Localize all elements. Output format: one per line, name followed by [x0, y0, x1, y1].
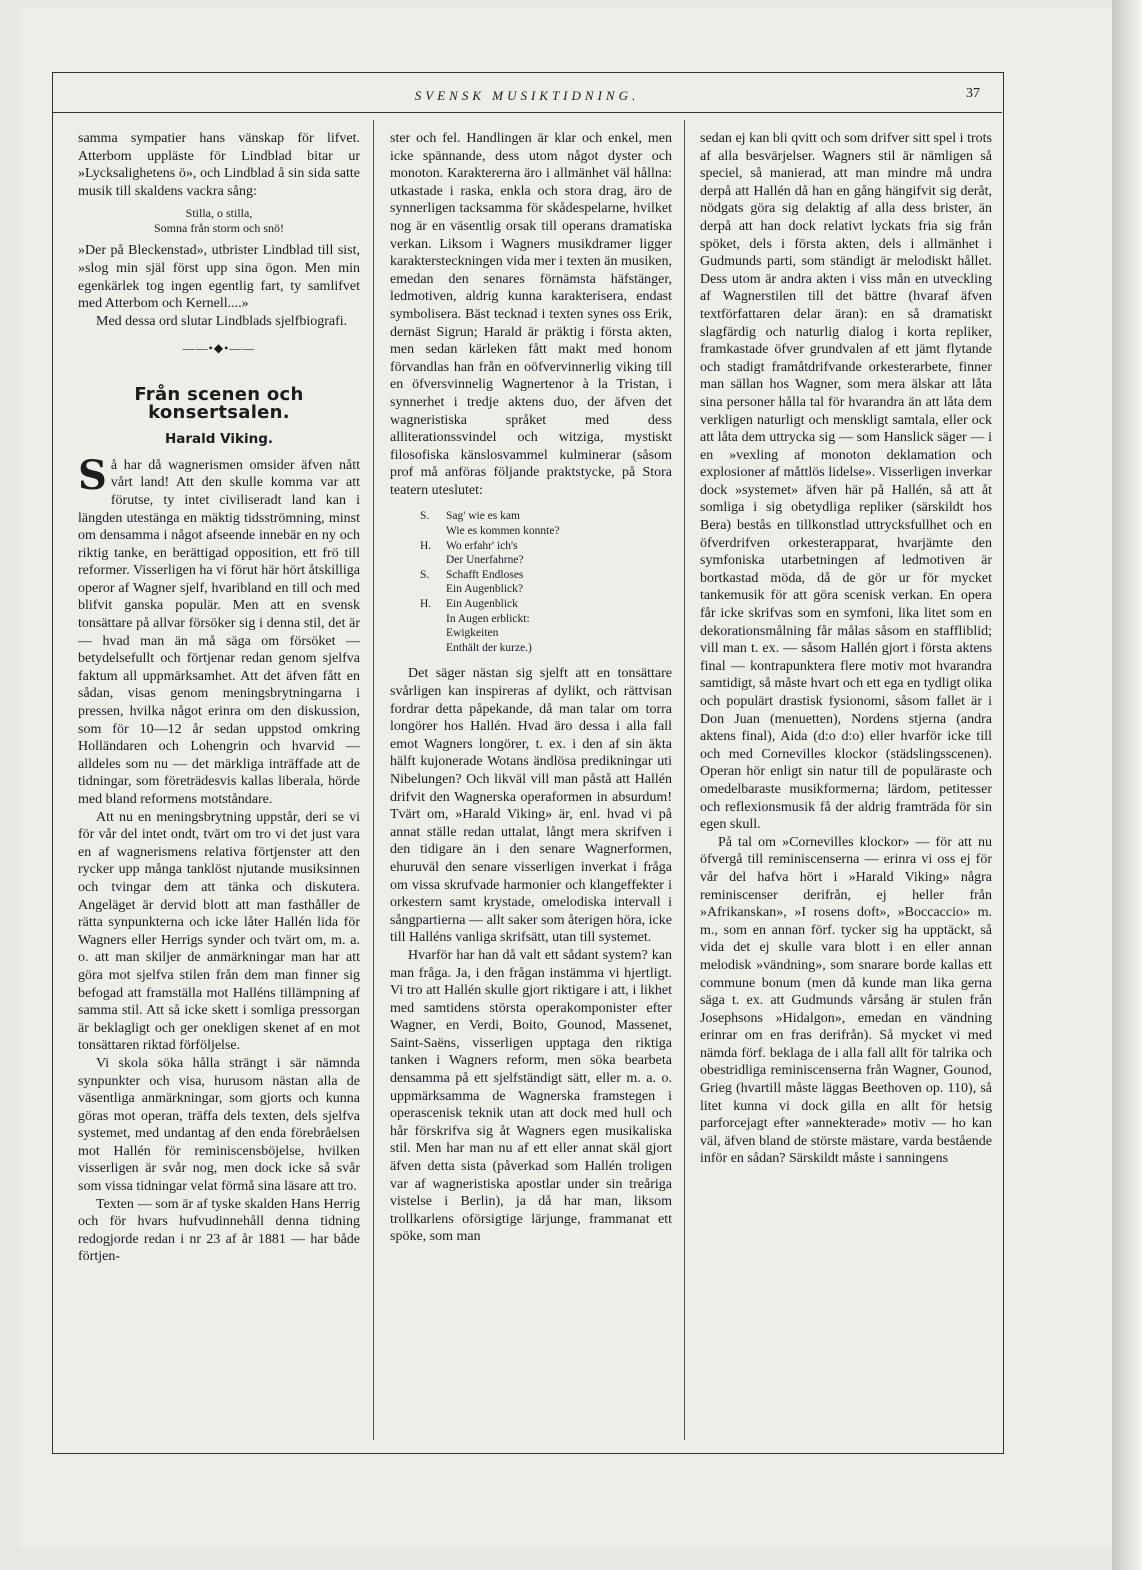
dialogue-text: Ein Augenblick [446, 598, 518, 611]
poem-quote [78, 206, 360, 236]
dialogue-cont: Wie es kommen konnte? [446, 525, 560, 538]
header-rule [52, 112, 1002, 113]
dialogue-cont: Ein Augenblick? [446, 583, 523, 596]
section-title: Från scenen och konsertsalen. [134, 383, 304, 423]
column-2 [390, 130, 672, 1246]
ornament-divider: ——•◆•—— [182, 341, 256, 356]
dialogue-text: Schafft Endloses [446, 568, 524, 581]
speaker: S. [420, 510, 430, 523]
column-divider-1 [373, 120, 374, 1440]
paragraph [78, 451, 360, 809]
dialogue-cont: Ewigkeiten [446, 627, 499, 640]
dialogue-line [420, 568, 672, 583]
page-number: 37 [966, 86, 980, 101]
paragraph: »Der på Bleckenstad», utbrister Lindblad till sist, »slog min själ först upp sina ögon. Men min egenkärlek tog ingen egentlig fart, ty samlifvet med Atterbom och Kernell....» [78, 243, 360, 312]
paragraph: Hvarför har han då valt ett sådant system? kan man fråga. Ja, i den frågan instämma vi hjertligt. Vi tro att Hallén skulle gjort riktigare i att, i likhet med samtidens största operakomponister efter Wagner, en Verdi, Boito, Gounod, Massenet, Saint-Saëns, visserligen upptaga den riktiga tanken i Wagners reform, men söka bearbeta densamma på ett sjelfständigt sätt, eller m. a. o. uppmärksamma de Wagnerska framstegen i operascenisk teknik utan att dock med hull och hår förskrifva sig åt Wagners egen musikaliska stil. Men har man nu af ett eller annat skäl gjort äfven detta sista (påverkad som Hallén troligen var af wagneristiska apostlar under sin treåriga vistelse i Berlin), ja då har man, liksom trollkarlens oförsigtige lärjunge, frammanat ett spöke, som man [390, 947, 672, 1245]
column-3 [700, 130, 992, 1168]
paragraph: sedan ej kan bli qvitt och som drifver sitt spel i trots af alla besvärjelser. Wagners stil är nämligen så speciel, så manierad, att man mindre må undra derpå att Hallén då han en gång hängifvit sig deråt, nödgats göra sig delaktig af alla dess brister, än derpå att han dock relativt lyckats fria sig från spöket, dels i första akten, dels i allmänhet i Gudmunds parti, som ständigt är melodiskt hållet. Dess utom är andra akten i viss mån en utveckling af Wagnerstilen till det bättre (hvaraf äfven textförfattaren delar äran): en så dramatiskt slagfärdig och naturlig dialog i korta repliker, framkastade öfver grundvalen af ett jämt flytande och stadigt framåtdrifvande orkesterarbete, finner man sällan hos Wagner, som mera älskar att låta sina personer hålla tal för hvarandra än att låta dem verkligen naturligt och menskligt samtala, eller ock att låta dem uttrycka sig — som Hanslick säger — i en »vexling af monoton deklamation och explosioner af måttlös lidelse». Visserligen inverkar dock »systemet» äfven här på Hallén, så att åt somliga i sig obetydliga repliker (särskildt hos Bera) bestås en tillkonstlad uttrycksfullhet och en öfverdrifven orkesterapparat, hvarjämte den symfoniska utarbetningen af ledmotiven är bortkastad möda, då de gör ur för mycket tankemusik för att göra scenisk verkan. En opera får icke skrifvas som en symfoni, lika litet som en dekorationsmålning får målas såsom en staffliblid; vill man t. ex. — såsom Hallén gjort i första aktens final — kontrapunktera flere motiv mot hvarandra samtidigt, så måste hvart och ett ega en tydligt olika och populärt drastisk fysionomi, såsom fallet är i Don Juan (menuetten), Nordens stjerna (andra aktens final), Aida (d:o d:o) eller hvarför icke till och med Cornevilles klockor (städslingsscenen). Operan hör enligt sin natur till de populäraste och omedelbaraste musikformerna; lärdom, petitesser och reflexionsmusik få der aldrig framträda för sin egen skull. [700, 131, 992, 833]
dialogue-line [420, 539, 672, 554]
dialogue-text: Wo erfahr' ich's [446, 539, 518, 552]
paragraph-text: å har då wagnerismen omsider äfven nått vårt land! Att den skulle komma var att förutse, ty intet civiliseradt land kan i längden utestänga en mäktig tidsströmning, minst om densamma i något afseende innebär en ny och riktig tanke, en berättigad opposition, ett frö till reformer. Visserligen ha vi förut här hört åtskilliga operor af Wagner sjelf, hvaribland en till och med blifvit ganska populär. Men att en svensk tonsättare på allvar försöker sig i denna stil, det är — hvad man än må säga om försöket — betydelsefullt och förtjenar redan genom sjelfva faktum all uppmärksamhet. Att det äfven fått en sådan, visas genom meningsbrytningarna i pressen, hvilka något erinra om den diskussion, som för 10—12 år sedan uppstod omkring Holländaren och Lohengrin och hvarvid — alldeles som nu — det märkliga inträffade att de tidningar, som företrädesvis kallas liberala, hörde med bland reformens motståndare. [78, 457, 360, 807]
dialogue-text: Sag' wie es kam [446, 510, 520, 523]
paragraph: samma sympatier hans vänskap för lifvet. Atterbom uppläste för Lindblad bitar ur »Lycksalighetens ö», och Lindblad å sin sida satte musik till skaldens vackra sång: [78, 131, 360, 199]
page-edge-shadow [1112, 0, 1142, 1570]
speaker: H. [420, 539, 432, 552]
dialogue-line [420, 509, 672, 524]
dialogue-cont: Der Unerfahrne? [446, 554, 524, 567]
speaker: H. [420, 598, 432, 611]
dialogue-line [420, 597, 672, 612]
dialogue-cont: Enthält der kurze.) [446, 641, 532, 654]
paragraph: Det säger nästan sig sjelft att en tonsättare svårligen kan inspireras af dylikt, och rättvisan fordrar detta påpekande, då man talar om torra longörer hos Hallén. Hvad äro dessa i alla fall emot Wagners longörer, t. ex. i den af sin äkta hälft kujonerade Wotans ändlösa predikningar uti Nibelungen? Och likväl vill man påstå att Hallén drifvit den Wagnerska operaformen in absurdum! Tvärt om, »Harald Viking» är, enl. hvad vi på annat ställe redan uttalat, långt mera skrifven i den tidigare än i den senare Wagnerformen, ehuruväl den senare visserligen inverkat i fråga om vissa skrufvade harmonier och klangeffekter i orkestern samt krystade, omelodiska intervall i sångpartierna — allt saker som återigen höra, icke till Halléns vanliga skrifsätt, utan till systemet. [390, 666, 672, 946]
column-1 [78, 130, 360, 1266]
paragraph: Texten — som är af tyske skalden Hans Herrig och för hvars hufvudinnehåll denna tidning redogjorde redan i nr 23 af år 1881 — har både förtjen- [78, 1196, 360, 1265]
journal-title: SVENSK MUSIKTIDNING. [414, 88, 640, 103]
article-subhead: Harald Viking. [164, 431, 273, 448]
paragraph: På tal om »Cornevilles klockor» — för att nu öfvergå till reminiscenserna — erinra vi oss ej för vår del hafva hört i »Harald Viking» några reminiscenser derifrån, ej heller från »Afrikanskan», »I rosens doft», »Boccaccio» m. m., som en annan förf. tycker sig ha upptäckt, så vida det ej skulle vara blott i en eller annan melodisk »vändning», som snarare borde kallas ett commune bonum (men då kunde man lika gerna säga t. ex. att Gudmunds vårsång är stulen från Josephsons »Hidalgon», emedan en vändning erinrar om en fras derifrån). Så mycket vi med nämda förf. beklaga de i alla fall allt för talrika och obestridliga reminiscenserna från Wagner, Gounod, Grieg (hvartill måste läggas Beethoven op. 110), så litet kunna vi dock gilla en allt för hetsig parforcejagt efter »annekterade» motiv — ho kan väl, äfven bland de störste mästare, varda bestående inför en sådan? Särskildt måste i sanningens [700, 834, 992, 1167]
running-header [52, 82, 1002, 112]
dialogue-quote [420, 509, 672, 655]
drop-cap: S [78, 451, 107, 499]
paragraph: Vi skola söka hålla strängt i sär nämnda synpunkter och visa, hurusom nästan alla de väsentliga anmärkningar, som gjorts och kunna göras mot operan, träffa dels texten, dels sjelfva systemet, med undantag af den enda förebråelsen mot Hallén för reminiscensböjelse, hvilken visserligen är svår nog, men dock icke så svår som vissa tidningar velat förmå sina läsare att tro. [78, 1055, 360, 1195]
paragraph: Med dessa ord slutar Lindblads sjelfbiografi. [96, 313, 348, 329]
paragraph: Att nu en meningsbrytning uppstår, deri se vi för vår del intet ondt, tvärt om tro vi det just vara en af wagnerismens relativa förtjenster att den rycker upp många tanklöst njutande musiksinnen och tvingar dem att tänka och diskutera. Angeläget är dervid blott att man fasthåller de rätta synpunkterna och icke låter Hallén lida för Wagners eller Herrigs synder och tvärt om, m. a. o. att man skiljer de anmärkningar man har att göra mot sjelfva stilen från dem man finner sig befogad att framställa mot Halléns tillämpning af samma stil. Att så icke skett i somliga pressorgan är beklagligt och ger onekligen skenet af en mot tonsättaren riktad förföljelse. [78, 809, 360, 1054]
poem-line: Stilla, o stilla, [185, 206, 253, 221]
poem-line: Somna från storm och snö! [154, 221, 284, 236]
column-divider-2 [684, 120, 685, 1440]
dialogue-cont: In Augen erblickt: [446, 612, 530, 625]
speaker: S. [420, 568, 430, 581]
paragraph: ster och fel. Handlingen är klar och enkel, men icke spännande, dess utom något dyster och monoton. Karaktererna äro i allmänhet väl hållna: utkastade i raska, enkla och stora drag, äro de synnerligen tacksamma för skådespelarne, hvilket nog är en väsentlig orsak till operans dramatiska verkan. Liksom i Wagners musikdramer ligger karaktersteckningen vida mer i texten än musiken, emedan den senares förnämsta häfstänger, ledmotiven, aldrig kunna karakterisera, endast symbolisera. Bäst tecknad i texten synes oss Erik, dernäst Sigrun; Harald är präktig i första akten, men sedan kärleken fått makt med honom förvandlas han från en oöfvervinnerlig viking till en öfversvinnelig Wagnertenor à la Tristan, i synnerhet i tredje aktens duo, der äfven det wagneristiska språket med dess alliterationssvindel och witziga, mystiskt filosofiska känslosvammel kulminerar (såsom prof må anföras följande praktstycke, på Stora teatern uteslutet: [390, 131, 672, 498]
